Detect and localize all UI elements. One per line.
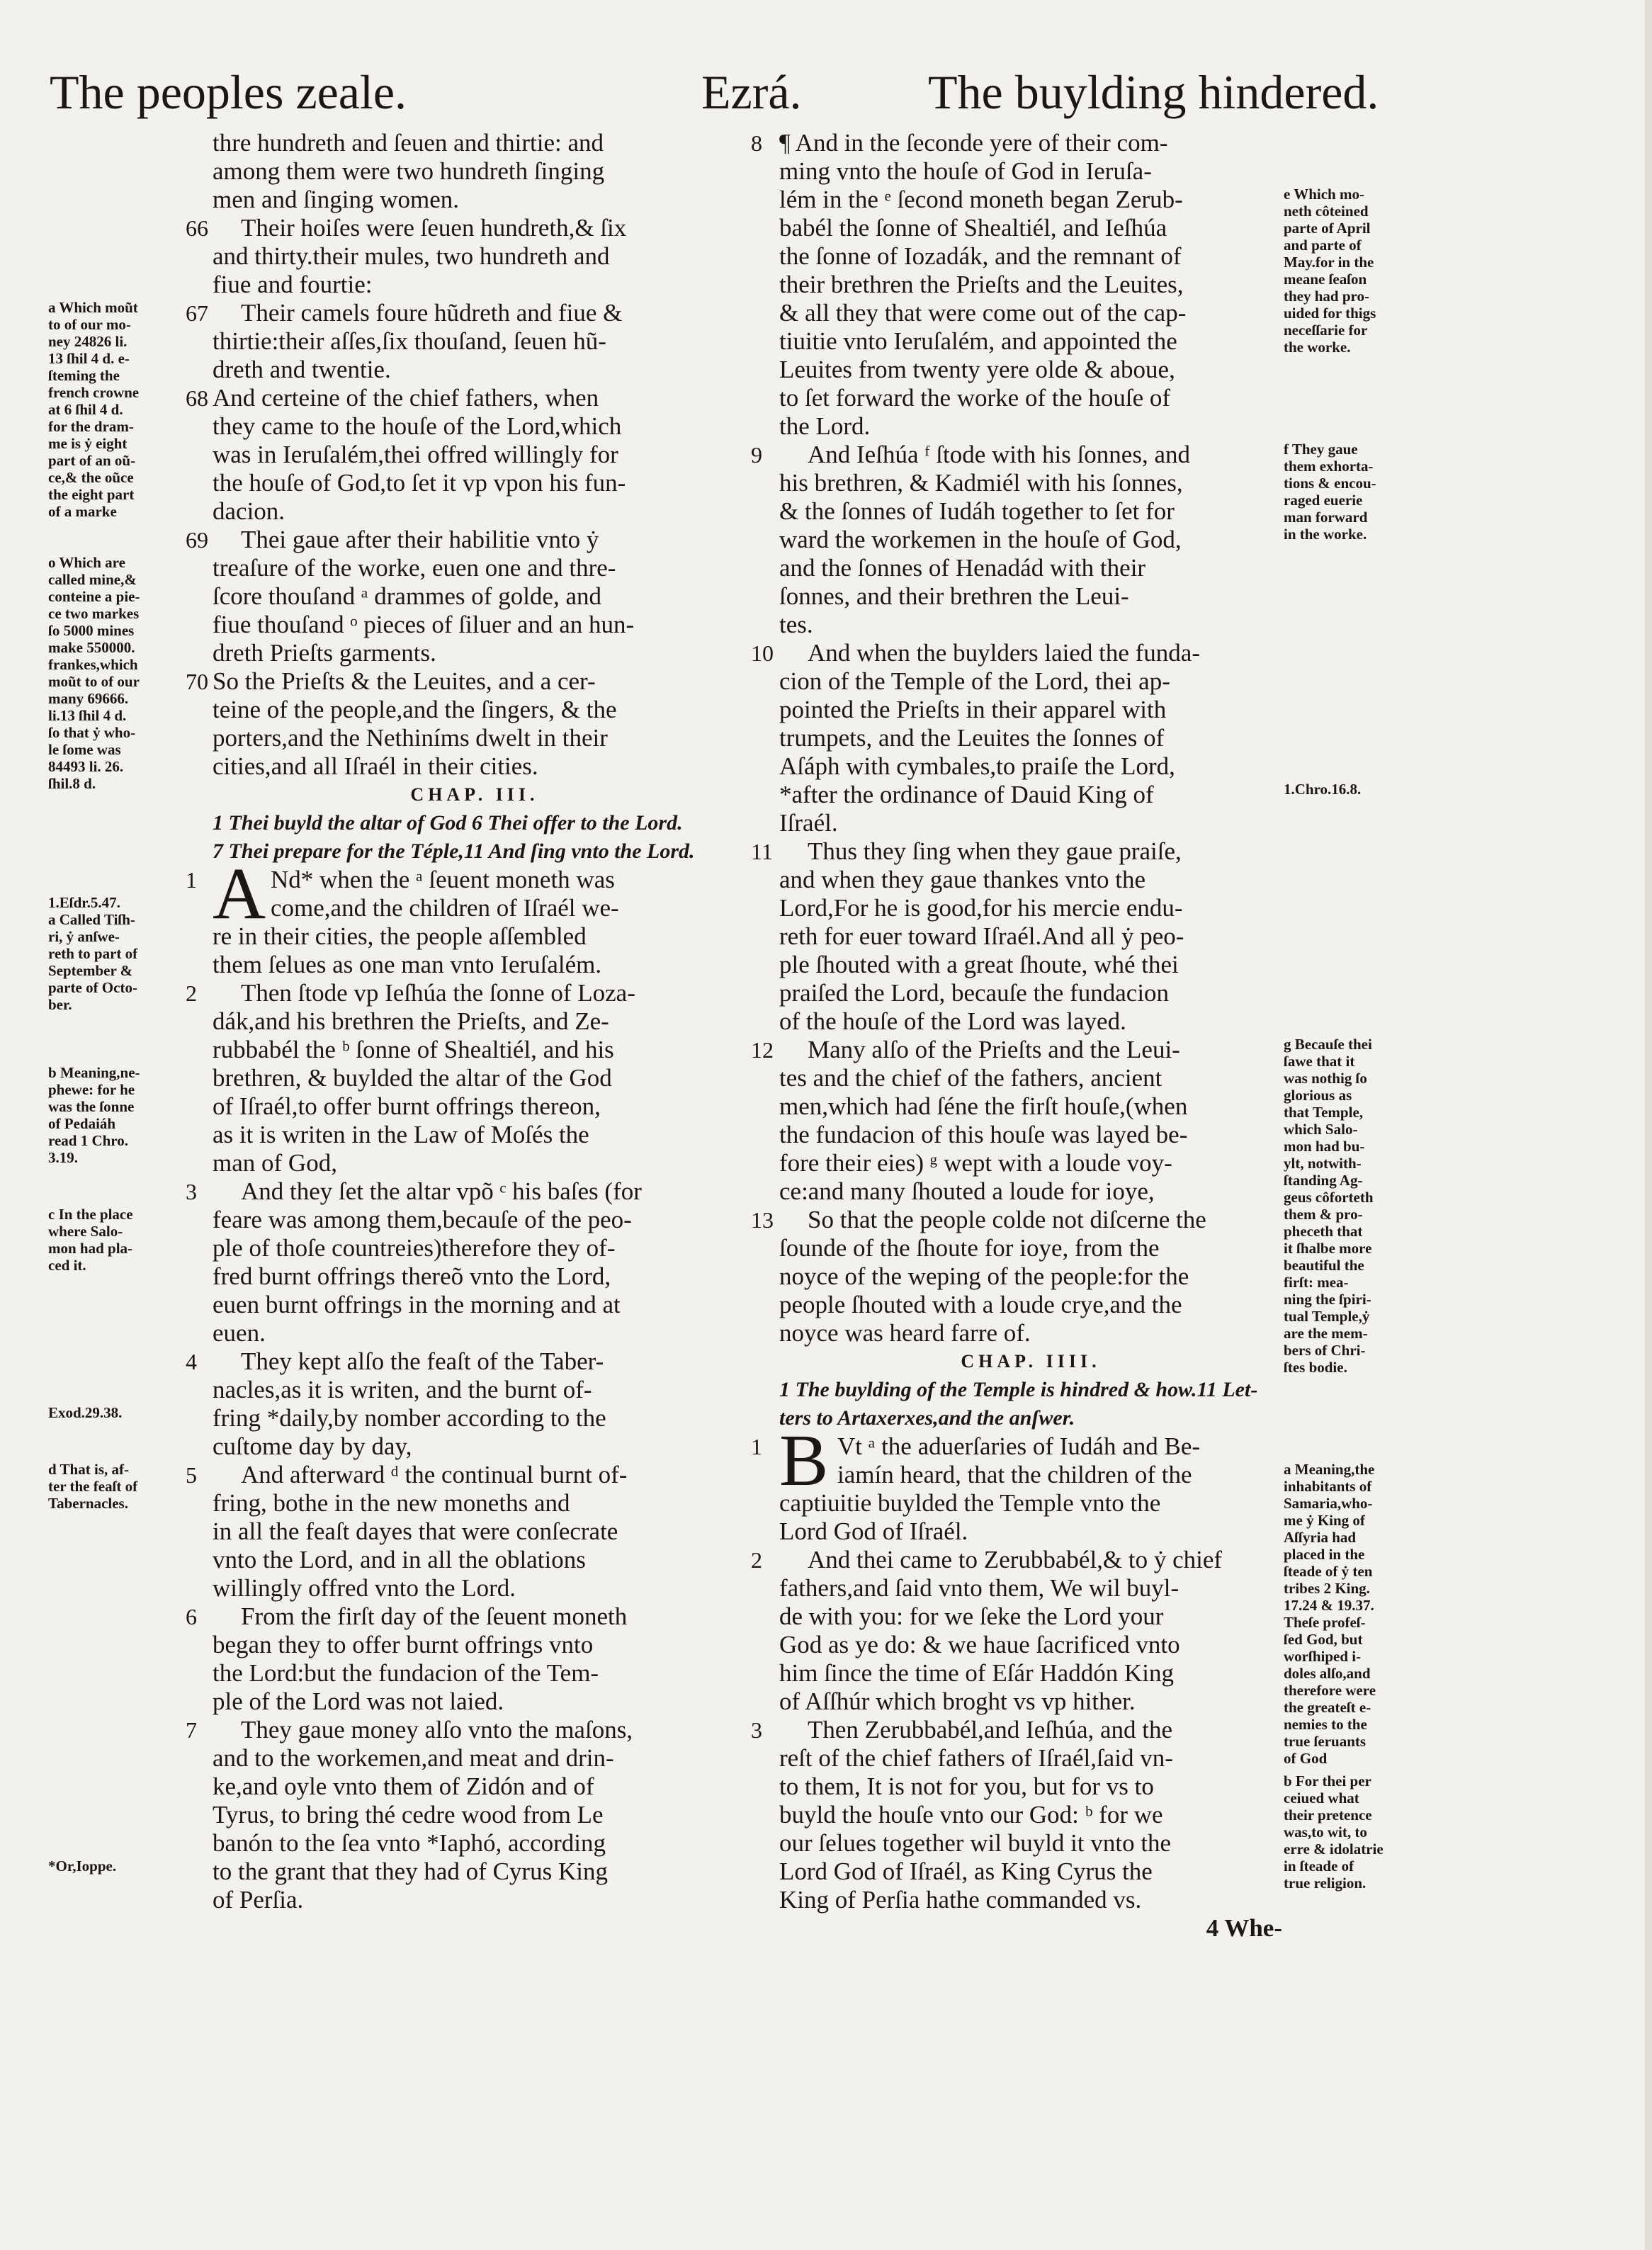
text-line: lém in the ᵉ ſecond moneth began Zerub- <box>779 186 1183 213</box>
text-line: cion of the Temple of the Lord, thei ap- <box>779 667 1170 695</box>
text-line: his brethren, & Kadmiél with his ſonnes, <box>779 469 1183 497</box>
text-line: ſonnes, and their brethren the Leui- <box>779 582 1129 610</box>
text-line: Then Zerubbabél,and Ieſhúa, and the <box>808 1716 1173 1743</box>
margin-note-line: them & pro- <box>1284 1206 1363 1223</box>
margin-note-line: 1.Chro.16.8. <box>1284 781 1362 798</box>
margin-note <box>1284 1036 1418 1376</box>
margin-note-line: Aſſyria had <box>1284 1529 1357 1546</box>
text-line: fiue and fourtie: <box>213 271 373 298</box>
margin-note-line: the worke. <box>1284 339 1351 356</box>
chapter-summary-line: ters to Artaxerxes,and the anſwer. <box>779 1406 1075 1430</box>
text-line: their brethren the Prieſts and the Leuites, <box>779 271 1184 298</box>
text-line: ple of thoſe countreies)therefore they of- <box>213 1234 616 1262</box>
text-line: as it is writen in the Law of Moſés the <box>213 1121 589 1148</box>
text-line: And they ſet the altar vpõ ᶜ his baſes (for <box>241 1177 642 1205</box>
text-line: tiuitie vnto Ieruſalém, and appointed the <box>779 327 1177 355</box>
margin-note-line: a Which mou͂t <box>48 299 138 316</box>
text-line: nacles,as it is writen, and the burnt of- <box>213 1376 592 1403</box>
text-line: cuſtome day by day, <box>213 1432 412 1460</box>
margin-note-line: tions & encou- <box>1284 475 1376 492</box>
text-line: Their hoiſes were ſeuen hundreth,& ſix <box>241 214 627 242</box>
text-line: brethren, & buylded the altar of the God <box>213 1064 612 1092</box>
text-line: buyld the houſe vnto our God: ᵇ for we <box>779 1801 1163 1828</box>
margin-note-line: ning the ſpiri- <box>1284 1291 1371 1308</box>
text-line: pointed the Prieſts in their apparel with <box>779 696 1167 723</box>
text-line: thirtie:their aſſes,ſix thouſand, ſeuen hũ- <box>213 327 606 355</box>
margin-note-line: which Salo- <box>1284 1121 1358 1138</box>
text-line: they came to the houſe of the Lord,which <box>213 412 622 440</box>
text-line: the houſe of God,to ſet it vp vpon his fun- <box>213 469 626 497</box>
text-line: So that the people colde not diſcerne the <box>808 1206 1206 1233</box>
text-line: ſounde of the ſhoute for ioye, from the <box>779 1234 1160 1262</box>
text-line: tes and the chief of the fathers, ancient <box>779 1064 1162 1092</box>
margin-note-line: in ſteade of <box>1284 1858 1354 1875</box>
margin-note-line: beautiful the <box>1284 1257 1364 1274</box>
margin-note-line: ſtes bodie. <box>1284 1359 1347 1376</box>
margin-note-line: neth côteined <box>1284 203 1369 220</box>
text-line: Aſáph with cymbales,to praiſe the Lord, <box>779 752 1175 780</box>
margin-note <box>48 1461 208 1512</box>
text-line: man of God, <box>213 1149 337 1177</box>
text-line: of Aſſhúr which broght vs vp hither. <box>779 1688 1136 1715</box>
text-line: teine of the people,and the ſingers, & the <box>213 696 617 723</box>
margin-note-line: geus côforteth <box>1284 1189 1374 1206</box>
text-line: King of Perſia hathe commanded vs. <box>779 1886 1142 1913</box>
page-edge <box>1645 0 1652 2250</box>
margin-note-line: ſo 5000 mines <box>48 622 135 639</box>
text-line: fred burnt offrings thereõ vnto the Lord, <box>213 1262 611 1290</box>
margin-note-line: mon had pla- <box>48 1240 133 1257</box>
margin-note-line: tual Temple,ẏ <box>1284 1308 1370 1325</box>
text-line: to ſet forward the worke of the houſe of <box>779 384 1171 412</box>
margin-note-line: 3.19. <box>48 1149 78 1166</box>
text-line: *after the ordinance of Dauid King of <box>779 781 1154 808</box>
margin-note-line: ter the feaſt of <box>48 1478 138 1495</box>
margin-note-line: they had pro- <box>1284 288 1369 305</box>
margin-note <box>1284 781 1418 798</box>
chapter-summary-line: 1 Thei buyld the altar of God 6 Thei offer to the Lord. <box>213 811 683 835</box>
margin-note-line: read 1 Chro. <box>48 1132 128 1149</box>
text-line: fathers,and ſaid vnto them, We wil buyl- <box>779 1574 1179 1602</box>
text-line: Many alſo of the Prieſts and the Leui- <box>808 1036 1180 1063</box>
verse-number: 69 <box>186 527 208 553</box>
text-line: trumpets, and the Leuites the ſonnes of <box>779 724 1165 752</box>
text-line: Tyrus, to bring thé cedre wood from Le <box>213 1801 604 1828</box>
verse-number: 67 <box>186 300 208 326</box>
text-line: captiuitie buylded the Temple vnto the <box>779 1489 1161 1517</box>
margin-note-line: parte of Octo- <box>48 979 137 996</box>
text-line: Vt ᵃ the aduerſaries of Iudáh and Be- <box>837 1432 1201 1460</box>
margin-note-line: a Meaning,the <box>1284 1461 1375 1478</box>
margin-note-line: ylt, notwith- <box>1284 1155 1362 1172</box>
text-line: and to the workemen,and meat and drin- <box>213 1744 614 1772</box>
text-line: and the ſonnes of Henadád with their <box>779 554 1146 582</box>
margin-note-line: therefore were <box>1284 1682 1376 1699</box>
margin-note-line: pheceth that <box>1284 1223 1363 1240</box>
text-line: thre hundreth and ſeuen and thirtie: and <box>213 129 604 157</box>
margin-note-line: where Salo- <box>48 1223 123 1240</box>
margin-note-line: tribes 2 King. <box>1284 1580 1370 1597</box>
text-line: treaſure of the worke, euen one and thre- <box>213 554 616 582</box>
margin-note-line: ney 24826 li. <box>48 333 128 350</box>
margin-note-line: and parte of <box>1284 237 1362 254</box>
verse-number: 6 <box>186 1604 197 1629</box>
verse-number: 68 <box>186 385 208 411</box>
text-line: noyce of the weping of the people:for the <box>779 1262 1189 1290</box>
text-line: reſt of the chief fathers of Iſraél,ſaid vn- <box>779 1744 1173 1772</box>
margin-note <box>48 1404 208 1421</box>
margin-note-line: true religion. <box>1284 1875 1367 1892</box>
margin-note-line: worſhiped i- <box>1284 1648 1362 1665</box>
margin-note-line: mou͂t to of our <box>48 673 140 690</box>
margin-note-line: at 6 ſhil 4 d. <box>48 401 123 418</box>
verse-number: 8 <box>751 130 762 156</box>
margin-note-line: 84493 li. 26. <box>48 758 124 775</box>
text-line: our ſelues together wil buyld it vnto the <box>779 1829 1172 1857</box>
margin-note-line: Tabernacles. <box>48 1495 128 1512</box>
margin-note-line: ce,& the ou͂ce <box>48 469 134 486</box>
margin-note-line: man forward <box>1284 509 1368 526</box>
margin-note <box>1284 1773 1418 1892</box>
text-line: feare was among them,becauſe of the peo- <box>213 1206 632 1233</box>
catchword: 4 Whe- <box>1206 1914 1282 1942</box>
margin-note-line: *Or,Ioppe. <box>48 1858 117 1875</box>
margin-note-line: bers of Chri- <box>1284 1342 1366 1359</box>
margin-note-line: of Pedaiáh <box>48 1115 116 1132</box>
margin-note-line: reth to part of <box>48 945 138 962</box>
text-line: And Ieſhúa ᶠ ſtode with his ſonnes, and <box>808 441 1190 468</box>
text-line: ke,and oyle vnto them of Zidón and of <box>213 1773 594 1800</box>
margin-note-line: of a marke <box>48 503 117 520</box>
header-left: The peoples zeale. <box>50 65 407 119</box>
chapter-summary-line: 7 Thei prepare for the Téple,11 And ſing vnto the Lord. <box>213 839 695 863</box>
text-line: to them, It is not for you, but for vs to <box>779 1773 1154 1800</box>
text-line: euen. <box>213 1319 266 1347</box>
text-line: Their camels foure hũdreth and fiue & <box>241 299 623 327</box>
text-line: ſcore thouſand ᵃ drammes of golde, and <box>213 582 601 610</box>
text-line: of the houſe of the Lord was layed. <box>779 1007 1126 1035</box>
margin-note-line: glorious as <box>1284 1087 1352 1104</box>
text-line: of Iſraél,to offer burnt offrings thereon, <box>213 1092 601 1120</box>
margin-note-line: inhabitants of <box>1284 1478 1372 1495</box>
text-line: fore their eies) ᵍ wept with a loude voy- <box>779 1149 1172 1177</box>
margin-note-line: them exhorta- <box>1284 458 1374 475</box>
text-line: the fundacion of this houſe was layed be- <box>779 1121 1188 1148</box>
text-line: reth for euer toward Iſraél.And all ẏ peo- <box>779 922 1184 950</box>
text-line: come,and the children of Iſraél we- <box>271 894 619 922</box>
margin-note <box>48 299 208 520</box>
text-line: them ſelues as one man vnto Ieruſalém. <box>213 951 602 978</box>
margin-note-line: ſed God, but <box>1284 1631 1363 1648</box>
margin-note-line: make 550000. <box>48 639 135 656</box>
text-line: vnto the Lord, and in all the oblations <box>213 1546 586 1573</box>
text-line: dacion. <box>213 497 285 525</box>
margin-note-line: their pretence <box>1284 1807 1372 1824</box>
text-line: And afterward ᵈ the continual burnt of- <box>241 1461 628 1488</box>
margin-note-line: li.13 ſhil 4 d. <box>48 707 127 724</box>
margin-note-line: placed in the <box>1284 1546 1365 1563</box>
text-line: the Lord:but the fundacion of the Tem- <box>213 1659 599 1687</box>
margin-note-line: firſt: mea- <box>1284 1274 1349 1291</box>
text-line: was in Ieruſalém,thei offred willingly for <box>213 441 618 468</box>
text-line: Lord,For he is good,for his mercie endu- <box>779 894 1183 922</box>
verse-number: 7 <box>186 1717 197 1743</box>
margin-note-line: was the ſonne <box>48 1098 135 1115</box>
margin-note-line: frankes,which <box>48 656 138 673</box>
margin-note-line: 13 ſhil 4 d. e- <box>48 350 130 367</box>
margin-note <box>1284 186 1418 356</box>
verse-number: 66 <box>186 215 208 241</box>
chapter-heading: CHAP. III. <box>410 784 539 805</box>
verse-number: 2 <box>751 1547 762 1573</box>
text-line: de with you: for we ſeke the Lord your <box>779 1602 1164 1630</box>
margin-note-line: for the dram- <box>48 418 134 435</box>
text-line: So the Prieſts & the Leuites, and a cer- <box>213 667 596 695</box>
margin-note-line: that Temple, <box>1284 1104 1364 1121</box>
margin-note-line: d That is, af- <box>48 1461 129 1478</box>
text-line: dák,and his brethren the Prieſts, and Ze- <box>213 1007 609 1035</box>
verse-number: 11 <box>751 839 773 864</box>
text-line: men,which had ſéne the firſt houſe,(when <box>779 1092 1188 1120</box>
margin-note-line: me ẏ King of <box>1284 1512 1365 1529</box>
margin-note-line: g Becauſe thei <box>1284 1036 1372 1053</box>
margin-note-line: true ſeruants <box>1284 1733 1367 1750</box>
text-line: They kept alſo the feaſt of the Taber- <box>241 1347 604 1375</box>
margin-note-line: a Called Tiſh- <box>48 911 135 928</box>
text-line: fring *daily,by nomber according to the <box>213 1404 606 1432</box>
text-line: And thei came to Zerubbabél,& to ẏ chief <box>808 1546 1223 1573</box>
text-line: and when they gaue thankes vnto the <box>779 866 1146 893</box>
margin-note-line: e Which mo- <box>1284 186 1364 203</box>
verse-number: 10 <box>751 640 774 666</box>
text-line: re in their cities, the people aſſembled <box>213 922 587 950</box>
text-line: of Perſia. <box>213 1886 304 1913</box>
margin-note-line: part of an ou͂- <box>48 452 136 469</box>
margin-note-line: Exod.29.38. <box>48 1404 123 1421</box>
margin-note-line: erre & idolatrie <box>1284 1841 1384 1858</box>
verse-number: 70 <box>186 669 208 694</box>
text-line: Thei gaue after their habilitie vnto ẏ <box>241 526 599 553</box>
margin-note-line: french crowne <box>48 384 140 401</box>
text-line: ple ſhouted with a great ſhoute, whé thei <box>779 951 1179 978</box>
margin-note-line: in the worke. <box>1284 526 1367 543</box>
margin-note-line: Theſe profeſ- <box>1284 1614 1366 1631</box>
text-line: men and ſinging women. <box>213 186 460 213</box>
text-line: fring, bothe in the new moneths and <box>213 1489 570 1517</box>
text-line: praiſed the Lord, becauſe the fundacion <box>779 979 1170 1007</box>
text-line: rubbabél the ᵇ ſonne of Shealtiél, and his <box>213 1036 614 1063</box>
margin-note-line: uided for thigs <box>1284 305 1376 322</box>
verse-number: 1 <box>751 1434 762 1459</box>
verse-number: 2 <box>186 980 197 1006</box>
margin-note-line: conteine a pie- <box>48 588 140 605</box>
text-line: in all the feaſt dayes that were conſecrate <box>213 1517 618 1545</box>
drop-cap: B <box>779 1420 829 1501</box>
chapter-summary-line: 1 The buylding of the Temple is hindred & how.11 Let- <box>779 1378 1258 1401</box>
text-line: banón to the ſea vnto *Iaphó, according <box>213 1829 606 1857</box>
text-line: And when the buylders laied the funda- <box>808 639 1201 667</box>
margin-note-line: ſteming the <box>48 367 120 384</box>
margin-note-line: are the mem- <box>1284 1325 1368 1342</box>
text-line: They gaue money alſo vnto the maſons, <box>241 1716 633 1743</box>
margin-note-line: ce two markes <box>48 605 140 622</box>
margin-note-line: c In the place <box>48 1206 133 1223</box>
margin-note <box>1284 1461 1418 1767</box>
text-line: babél the ſonne of Shealtiél, and Ieſhúa <box>779 214 1167 242</box>
text-line: cities,and all Iſraél in their cities. <box>213 752 538 780</box>
margin-note <box>48 1206 208 1274</box>
text-line: the ſonne of Iozadák, and the remnant of <box>779 242 1182 270</box>
text-line: people ſhouted with a loude crye,and the <box>779 1291 1182 1318</box>
header-right: The buylding hindered. <box>928 65 1379 119</box>
text-line: ce:and many ſhouted a loude for ioye, <box>779 1177 1155 1205</box>
margin-note-line: was,to wit, to <box>1284 1824 1367 1841</box>
text-line: to the grant that they had of Cyrus King <box>213 1858 608 1885</box>
margin-note-line: was nothig ſo <box>1284 1070 1367 1087</box>
margin-note-line: 1.Eſdr.5.47. <box>48 894 120 911</box>
margin-note-line: f They gaue <box>1284 441 1358 458</box>
margin-note-line: of God <box>1284 1750 1328 1767</box>
margin-note-line: Samaria,who- <box>1284 1495 1373 1512</box>
text-line: & all they that were come out of the cap- <box>779 299 1187 327</box>
text-line: Iſraél. <box>779 809 838 837</box>
margin-note-line: many 69666. <box>48 690 129 707</box>
text-line: ¶ And in the ſeconde yere of their com- <box>779 129 1168 157</box>
verse-number: 1 <box>186 867 197 893</box>
text-line: tes. <box>779 611 813 638</box>
margin-note-line: ſteade of ẏ ten <box>1284 1563 1373 1580</box>
margin-note <box>1284 441 1418 543</box>
text-line: euen burnt offrings in the morning and at <box>213 1291 621 1318</box>
text-line: From the firſt day of the ſeuent moneth <box>241 1602 628 1630</box>
verse-number: 3 <box>186 1179 197 1204</box>
text-line: ple of the Lord was not laied. <box>213 1688 504 1715</box>
margin-note <box>48 554 208 792</box>
text-line: And certeine of the chief fathers, when <box>213 384 599 412</box>
text-line: dreth Prieſts garments. <box>213 639 436 667</box>
text-line: willingly offred vnto the Lord. <box>213 1574 516 1602</box>
margin-note-line: meane ſeaſon <box>1284 271 1367 288</box>
verse-number: 12 <box>751 1037 774 1063</box>
margin-note-line: b For thei per <box>1284 1773 1371 1790</box>
text-line: porters,and the Nethiníms dwelt in their <box>213 724 608 752</box>
text-line: iamín heard, that the children of the <box>837 1461 1192 1488</box>
text-line: the Lord. <box>779 412 871 440</box>
header-book-title: Ezrá. <box>701 65 802 119</box>
text-line: fiue thouſand ᵒ pieces of ſiluer and an hun- <box>213 611 635 638</box>
verse-number: 3 <box>751 1717 762 1743</box>
verse-number: 9 <box>751 442 762 468</box>
running-header <box>43 57 1459 135</box>
margin-note-line: ceiued what <box>1284 1790 1359 1807</box>
text-line: & the ſonnes of Iudáh together to ſet for <box>779 497 1175 525</box>
verse-number: 4 <box>186 1349 197 1374</box>
margin-note-line: o Which are <box>48 554 125 571</box>
margin-note-line: it ſhalbe more <box>1284 1240 1372 1257</box>
text-line: ward the workemen in the houſe of God, <box>779 526 1182 553</box>
margin-note-line: neceſſarie for <box>1284 322 1368 339</box>
margin-note-line: called mine,& <box>48 571 137 588</box>
chapter-heading: CHAP. IIII. <box>961 1351 1101 1372</box>
text-line: among them were two hundreth ſinging <box>213 157 605 185</box>
text-line: began they to offer burnt offrings vnto <box>213 1631 594 1658</box>
margin-note-line: mon had bu- <box>1284 1138 1365 1155</box>
text-line: Leuites from twenty yere olde & aboue, <box>779 356 1175 383</box>
margin-note-line: le ſome was <box>48 741 121 758</box>
text-line: and thirty.their mules, two hundreth and <box>213 242 610 270</box>
text-line: Lord God of Iſraél, as King Cyrus the <box>779 1858 1153 1885</box>
margin-note-line: ri, ẏ anſwe- <box>48 928 120 945</box>
text-line: Nd* when the ᵃ ſeuent moneth was <box>271 866 615 893</box>
text-line: Lord God of Iſraél. <box>779 1517 968 1545</box>
text-line: Thus they ſing when they gaue praiſe, <box>808 837 1182 865</box>
margin-note-line: to of our mo- <box>48 316 131 333</box>
margin-note-line: ber. <box>48 996 72 1013</box>
margin-note-line: parte of April <box>1284 220 1371 237</box>
margin-note-line: doles alſo,and <box>1284 1665 1371 1682</box>
text-line: Then ſtode vp Ieſhúa the ſonne of Loza- <box>241 979 635 1007</box>
margin-note-line: 17.24 & 19.37. <box>1284 1597 1374 1614</box>
drop-cap: A <box>213 853 266 934</box>
margin-note-line: May.for in the <box>1284 254 1374 271</box>
margin-note-line: the greateſt e- <box>1284 1699 1371 1716</box>
verse-number: 5 <box>186 1462 197 1488</box>
margin-note-line: me is ẏ eight <box>48 435 128 452</box>
margin-note-line: the eight part <box>48 486 135 503</box>
margin-note-line: phewe: for he <box>48 1081 135 1098</box>
text-line: God as ye do: & we haue ſacrificed vnto <box>779 1631 1180 1658</box>
margin-note-line: September & <box>48 962 133 979</box>
margin-note-line: ſawe that it <box>1284 1053 1355 1070</box>
margin-note <box>48 1858 208 1875</box>
text-line: ming vnto the houſe of God in Ieruſa- <box>779 157 1152 185</box>
margin-note-line: ſtanding Ag- <box>1284 1172 1363 1189</box>
margin-note-line: raged euerie <box>1284 492 1363 509</box>
margin-note-line: b Meaning,ne- <box>48 1064 140 1081</box>
margin-note-line: ſo that ẏ who- <box>48 724 136 741</box>
text-line: dreth and twentie. <box>213 356 391 383</box>
text-line: noyce was heard farre of. <box>779 1319 1031 1347</box>
margin-note-line: ſhil.8 d. <box>48 775 96 792</box>
margin-note <box>48 1064 208 1166</box>
margin-note <box>48 894 208 1013</box>
text-line: him ſince the time of Eſár Haddón King <box>779 1659 1174 1687</box>
margin-note-line: nemies to the <box>1284 1716 1367 1733</box>
verse-number: 13 <box>751 1207 774 1233</box>
margin-note-line: ced it. <box>48 1257 86 1274</box>
